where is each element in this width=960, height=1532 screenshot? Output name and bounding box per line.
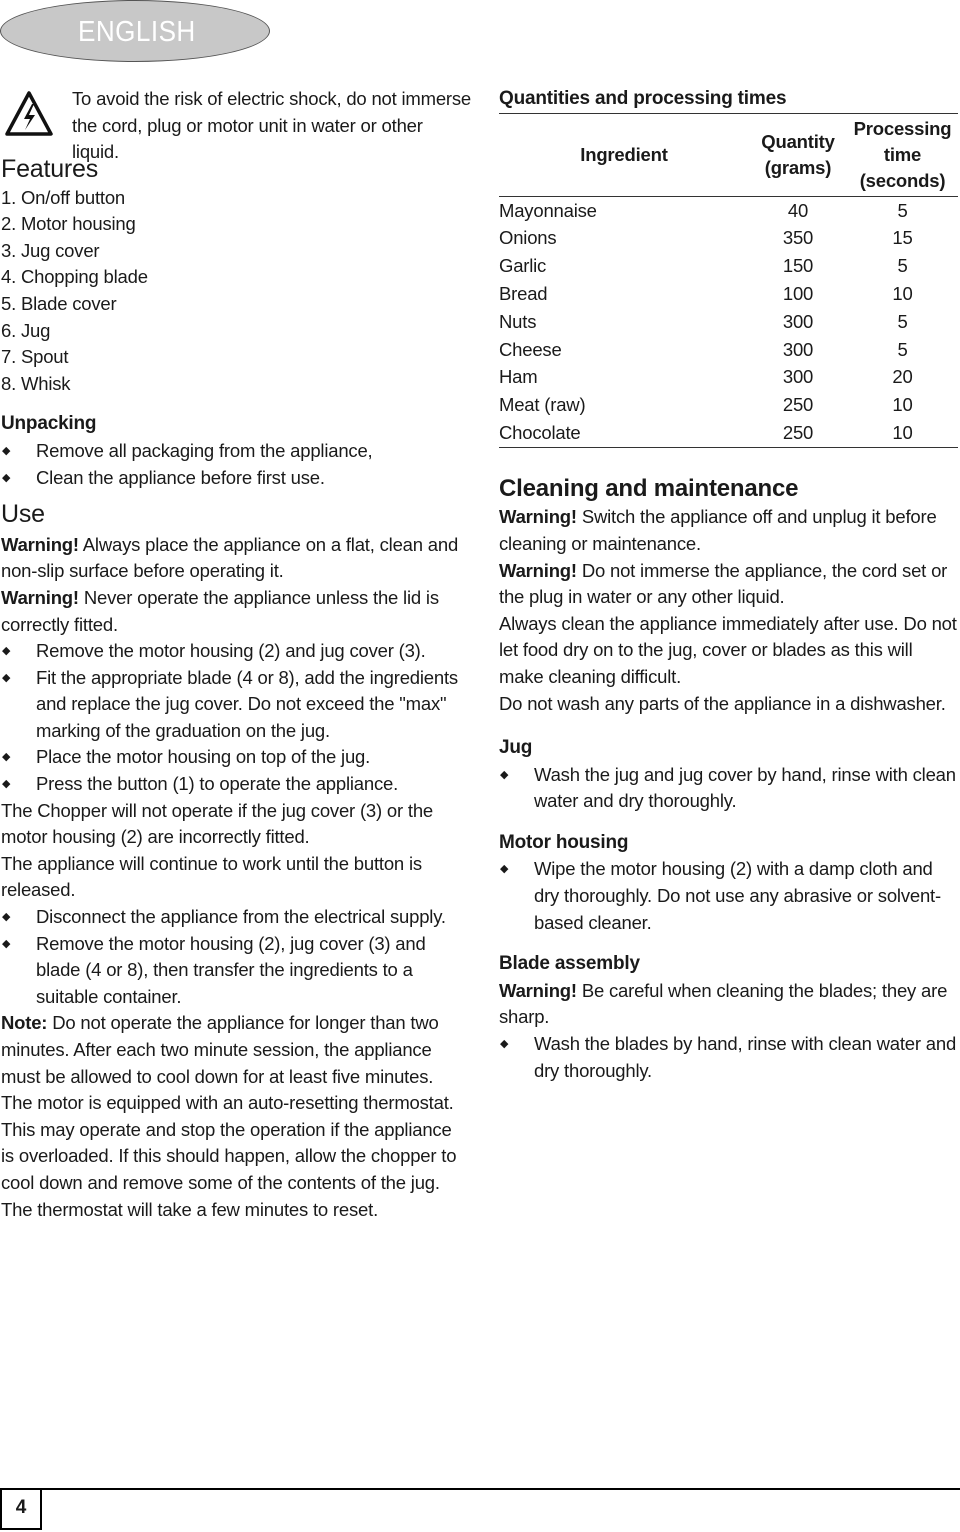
left-column [1,156,463,1223]
quantity-header: Quantity (grams) [761,130,835,178]
ingredient-cell: Meat (raw) [499,394,586,416]
unpacking-title: Unpacking [1,413,97,435]
electric-shock-warning-icon [4,90,54,138]
note-text: Do not operate the appliance for longer than two minutes. After each two minute session, the appliance must be allowed to cool down for at least five minutes. [1,1012,439,1087]
cleaning-warning-1 [499,504,958,557]
table-title: Quantities and processing times [499,88,787,109]
warning-text: Always place the appliance on a flat, clean and non-slip surface before operating it. [1,533,459,582]
warning-label: Warning! [499,506,577,528]
table-row [499,196,958,224]
use-warning-1 [1,532,463,585]
features-list [1,185,463,398]
warning-text: Never operate the appliance unless the lid is correctly fitted. [1,586,439,635]
ingredient-cell: Chocolate [499,421,581,443]
unpacking-list [1,438,463,491]
feature-item: 3. Jug cover [1,239,100,261]
cleaning-warning-2 [499,558,958,611]
list-item: ◆ Place the motor housing on top of the jug. [1,744,463,771]
cleaning-paragraph: Do not wash any parts of the appliance in a dishwasher. [499,692,946,714]
table-row [499,419,958,447]
table-body [499,196,958,447]
ingredient-cell: Garlic [499,255,547,277]
list-item: ◆ Remove the motor housing (2), jug cover (3) and blade (4 or 8), then transfer the ingredients to a suitable container. [1,931,463,1011]
blade-assembly-title: Blade assembly [499,953,640,975]
jug-list [499,762,958,815]
quantity-cell: 350 [782,227,814,249]
jug-title: Jug [499,737,533,759]
time-cell: 15 [892,227,913,249]
features-title: Features [1,155,99,183]
time-cell: 10 [892,394,913,416]
time-cell: 5 [897,199,908,221]
time-cell: 5 [897,310,908,332]
table-row [499,308,958,336]
table-row [499,391,958,419]
list-item: ◆ Wipe the motor housing (2) with a damp cloth and dry thoroughly. Do not use any abrasive or solvent-based cleaner. [499,856,958,936]
quantity-cell: 300 [782,310,814,332]
language-tab-label: ENGLISH [78,16,196,48]
motor-housing-title: Motor housing [499,831,629,853]
feature-item: 6. Jug [1,319,51,341]
list-item: ◆ Press the button (1) to operate the appliance. [1,771,463,798]
cleaning-paragraph: Always clean the appliance immediately after use. Do not let food dry on to the jug, cover or blades as this will make cleaning difficult. [499,612,957,687]
quantities-table [499,113,958,448]
ingredient-cell: Cheese [499,338,562,360]
note-label: Note: [1,1012,48,1034]
time-cell: 5 [897,338,908,360]
ingredient-cell: Onions [499,227,557,249]
list-item: ◆ Clean the appliance before first use. [1,465,463,492]
ingredient-header: Ingredient [580,143,668,165]
use-title: Use [1,500,45,529]
quantity-cell: 150 [782,255,814,277]
table-row [499,224,958,252]
quantity-cell: 40 [787,199,809,221]
warning-label: Warning! [499,979,577,1001]
list-item: ◆ Remove all packaging from the appliance, [1,438,463,465]
time-cell: 10 [892,421,913,443]
warning-text: Switch the appliance off and unplug it before cleaning or maintenance. [499,506,937,554]
quantity-cell: 250 [782,421,814,443]
warning-text: Do not immerse the appliance, the cord set or the plug in water or any other liquid. [499,559,948,608]
quantity-cell: 100 [782,282,814,304]
table-row [499,280,958,308]
feature-item: 8. Whisk [1,372,71,394]
cleaning-title: Cleaning and maintenance [499,474,799,502]
list-item: ◆ Disconnect the appliance from the electrical supply. [1,904,463,931]
list-item: ◆ Fit the appropriate blade (4 or 8), add the ingredients and replace the jug cover. Do not exceed the "max" marking of the graduation on the jug. [1,665,463,745]
ingredient-cell: Mayonnaise [499,199,597,221]
quantity-cell: 300 [782,366,814,388]
time-cell: 10 [892,282,913,304]
footer-rule [42,1488,960,1490]
feature-item: 4. Chopping blade [1,266,148,288]
use-paragraph: The appliance will continue to work until the button is released. [1,852,422,901]
ingredient-cell: Ham [499,366,538,388]
use-paragraph: The motor is equipped with an auto-resetting thermostat. This may operate and stop the operation if the appliance is overloaded. If this should happen, allow the chopper to cool down and remove some of the contents of the jug. The thermostat will take a few minutes to reset. [1,1092,457,1220]
table-row [499,252,958,280]
right-column [499,86,958,1084]
use-steps-2 [1,904,463,1010]
feature-item: 1. On/off button [1,186,125,208]
table-row [499,336,958,364]
quantity-cell: 300 [782,338,814,360]
use-steps [1,638,463,798]
list-item: ◆ Wash the jug and jug cover by hand, rinse with clean water and dry thoroughly. [499,762,958,815]
table-header-row [499,113,958,196]
blade-list [499,1031,958,1084]
quantity-cell: 250 [782,394,814,416]
ingredient-cell: Bread [499,282,548,304]
time-cell: 20 [892,366,913,388]
feature-item: 7. Spout [1,346,69,368]
warning-label: Warning! [1,533,79,555]
list-item: ◆ Remove the motor housing (2) and jug cover (3). [1,638,463,665]
ingredient-cell: Nuts [499,310,537,332]
page-number: 4 [15,1497,27,1518]
motor-housing-list [499,856,958,936]
use-warning-2 [1,585,463,638]
use-paragraph: The Chopper will not operate if the jug cover (3) or the motor housing (2) are incorrectly fitted. [1,799,434,848]
use-note [1,1010,463,1090]
list-item: ◆ Wash the blades by hand, rinse with clean water and dry thoroughly. [499,1031,958,1084]
feature-item: 2. Motor housing [1,213,136,235]
time-header: Processing time (seconds) [853,117,952,191]
warning-label: Warning! [1,586,79,608]
safety-note: To avoid the risk of electric shock, do not immerse the cord, plug or motor unit in water or other liquid. [72,88,472,163]
time-cell: 5 [897,255,908,277]
feature-item: 5. Blade cover [1,292,117,314]
blade-warning [499,978,958,1031]
warning-label: Warning! [499,559,577,581]
warning-text: Be careful when cleaning the blades; they are sharp. [499,979,948,1028]
table-row [499,363,958,391]
